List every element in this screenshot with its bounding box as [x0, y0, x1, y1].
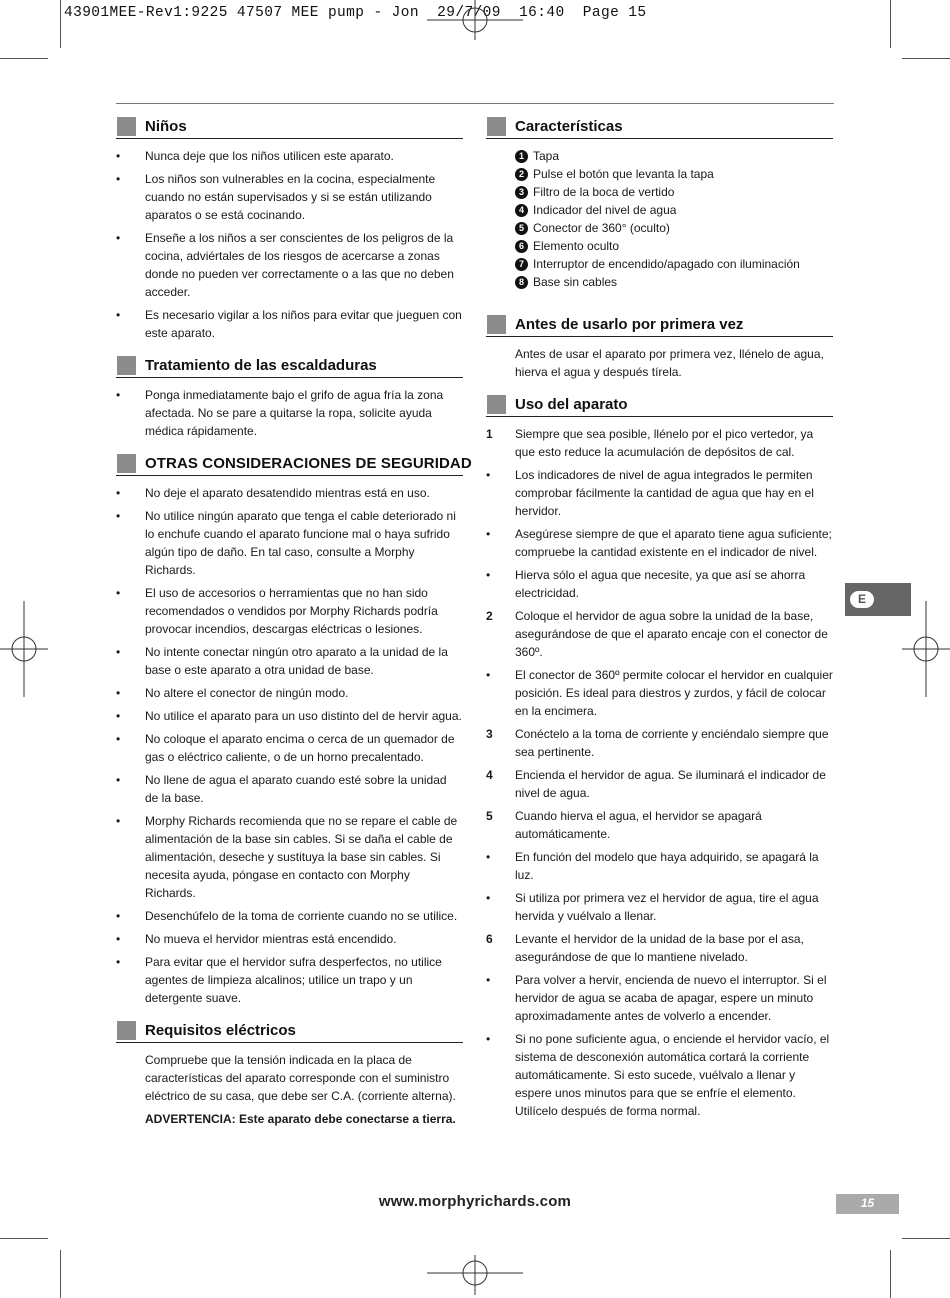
item-text: No utilice ningún aparato que tenga el cable deteriorado ni lo enchufe cuando el aparato funcione mal o haya sufrido algún tipo de daño. En tal caso, consulte a Morphy Richards.	[145, 509, 456, 577]
item-text: Hierva sólo el agua que necesite, ya que así se ahorra electricidad.	[515, 568, 806, 600]
page-number: 15	[860, 1196, 875, 1210]
crop-mark	[902, 58, 950, 59]
section-title: Niños	[145, 118, 187, 135]
list-item	[116, 930, 463, 948]
list-item	[116, 771, 463, 807]
item-text: Es necesario vigilar a los niños para evitar que jueguen con este aparato.	[145, 308, 462, 340]
item-text: Para evitar que el hervidor sufra desperfectos, no utilice agentes de limpieza alcalinos; utilice un trapo y un detergente suave.	[145, 955, 442, 1005]
feature-text: Interruptor de encendido/apagado con iluminación	[533, 257, 800, 271]
number-badge: 6	[515, 240, 528, 253]
list-item	[116, 953, 463, 1007]
step-marker: 4	[486, 768, 493, 782]
feature-item	[486, 201, 833, 219]
list-item	[116, 386, 463, 440]
item-text: No deje el aparato desatendido mientras está en uso.	[145, 486, 430, 500]
heading-square	[117, 454, 136, 473]
right-column	[486, 116, 833, 1125]
language-tab	[845, 583, 911, 616]
section-heading-seguridad	[116, 453, 472, 476]
bullet: •	[116, 231, 121, 245]
list-item	[116, 907, 463, 925]
bullet: •	[486, 1032, 491, 1046]
bullet: •	[116, 586, 121, 600]
crop-mark	[60, 0, 61, 48]
item-text: Desenchúfelo de la toma de corriente cuando no se utilice.	[145, 909, 458, 923]
bullet: •	[486, 891, 491, 905]
number-badge: 4	[515, 204, 528, 217]
step-marker: 3	[486, 727, 493, 741]
item-text: Siempre que sea posible, llénelo por el pico vertedor, ya que esto reduce la acumulación de depósitos de cal.	[515, 427, 814, 459]
feature-item	[486, 147, 833, 165]
registration-mark-top	[427, 0, 523, 40]
warning-text: ADVERTENCIA: Este aparato debe conectarse a tierra.	[145, 1112, 456, 1126]
registration-mark-left	[0, 601, 48, 697]
bullet: •	[116, 308, 121, 322]
paragraph: Antes de usar el aparato por primera vez, llénelo de agua, hierva el agua y después tírela.	[515, 347, 824, 379]
header-rule	[116, 103, 834, 104]
section-title: Requisitos eléctricos	[145, 1022, 296, 1039]
item-text: No llene de agua el aparato cuando esté sobre la unidad de la base.	[145, 773, 447, 805]
feature-text: Indicador del nivel de agua	[533, 203, 677, 217]
item-text: Si utiliza por primera vez el hervidor de agua, tire el agua hervida y vuélvalo a llenar.	[515, 891, 819, 923]
heading-square	[117, 1021, 136, 1040]
bullet: •	[116, 814, 121, 828]
number-badge: 2	[515, 168, 528, 181]
item-text: No altere el conector de ningún modo.	[145, 686, 349, 700]
item-text: En función del modelo que haya adquirido, se apagará la luz.	[515, 850, 819, 882]
list-item	[486, 971, 833, 1025]
crop-mark	[902, 1238, 950, 1239]
section-heading-ninos	[116, 116, 463, 139]
heading-square	[487, 315, 506, 334]
item-text: Cuando hierva el agua, el hervidor se apagará automáticamente.	[515, 809, 762, 841]
list-item	[486, 607, 833, 661]
item-text: Si no pone suficiente agua, o enciende el hervidor vacío, el sistema de desconexión automática cortará la corriente automáticamente. Si esto sucede, vuélvalo a llenar y espere unos minutos para que se enfríe el elemento. Utilícelo después de forma normal.	[515, 1032, 830, 1118]
list-item	[486, 848, 833, 884]
item-text: Los indicadores de nivel de agua integrados le permiten comprobar fácilmente la cantidad de agua que hay en el hervidor.	[515, 468, 814, 518]
feature-text: Filtro de la boca de vertido	[533, 185, 675, 199]
item-text: No coloque el aparato encima o cerca de un quemador de gas o eléctrico caliente, o de un horno precalentado.	[145, 732, 455, 764]
paragraph: Compruebe que la tensión indicada en la placa de características del aparato corresponde con el suministro eléctrico de su casa, que debe ser C.A. (corriente alterna).	[145, 1053, 456, 1103]
number-badge: 3	[515, 186, 528, 199]
language-tab-label: E	[850, 591, 874, 608]
section-title: Características	[515, 118, 623, 135]
crop-mark	[0, 1238, 48, 1239]
list-item	[116, 812, 463, 902]
list-item	[116, 507, 463, 579]
heading-square	[117, 117, 136, 136]
print-slug: 43901MEE-Rev1:9225 47507 MEE pump - Jon 29/7/09 16:40 Page 15	[64, 5, 647, 21]
list-item	[486, 807, 833, 843]
step-marker: 1	[486, 427, 493, 441]
bullet: •	[116, 486, 121, 500]
bullet: •	[116, 509, 121, 523]
bullet: •	[116, 686, 121, 700]
number-badge: 5	[515, 222, 528, 235]
bullet: •	[116, 709, 121, 723]
bullet: •	[116, 909, 121, 923]
list-item	[116, 229, 463, 301]
heading-square	[487, 117, 506, 136]
section-title: OTRAS CONSIDERACIONES DE SEGURIDAD	[145, 455, 472, 472]
item-text: El conector de 360º permite colocar el hervidor en cualquier posición. Es ideal para diestros y zurdos, y fácil de colocar en la encimera.	[515, 668, 833, 718]
step-marker: 5	[486, 809, 493, 823]
registration-mark-bottom	[427, 1255, 523, 1295]
step-marker: 2	[486, 609, 493, 623]
list-item	[116, 643, 463, 679]
number-badge: 7	[515, 258, 528, 271]
bullet: •	[116, 149, 121, 163]
number-badge: 8	[515, 276, 528, 289]
section-title: Tratamiento de las escaldaduras	[145, 357, 377, 374]
section-title: Antes de usarlo por primera vez	[515, 316, 744, 333]
feature-item	[486, 165, 833, 183]
item-text: Ponga inmediatamente bajo el grifo de agua fría la zona afectada. No se pare a quitarse la ropa, solicite ayuda médica rápidamente.	[145, 388, 444, 438]
bullet: •	[486, 568, 491, 582]
bullet: •	[116, 645, 121, 659]
bullet: •	[486, 850, 491, 864]
feature-text: Tapa	[533, 149, 560, 163]
left-column	[116, 116, 472, 1128]
bullet: •	[486, 527, 491, 541]
crop-mark	[0, 58, 48, 59]
list-item	[116, 684, 463, 702]
item-text: Asegúrese siempre de que el aparato tiene agua suficiente; compruebe la cantidad existente en el indicador de nivel.	[515, 527, 832, 559]
list-item	[486, 725, 833, 761]
item-text: Los niños son vulnerables en la cocina, especialmente cuando no están supervisados y si se están utilizando aparatos o se está cocinando.	[145, 172, 436, 222]
heading-square	[117, 356, 136, 375]
list-item	[116, 584, 463, 638]
list-item	[486, 425, 833, 461]
feature-item	[486, 255, 833, 273]
item-text: Encienda el hervidor de agua. Se iluminará el indicador de nivel de agua.	[515, 768, 826, 800]
list-item	[486, 525, 833, 561]
item-text: No intente conectar ningún otro aparato a la unidad de la base o este aparato a otra unidad de base.	[145, 645, 448, 677]
feature-item	[486, 237, 833, 255]
item-text: No mueva el hervidor mientras está encendido.	[145, 932, 397, 946]
crop-mark	[890, 1250, 891, 1298]
step-marker: 6	[486, 932, 493, 946]
list-item	[486, 930, 833, 966]
feature-text: Elemento oculto	[533, 239, 620, 253]
list-item	[116, 707, 463, 725]
item-text: No utilice el aparato para un uso distinto del de hervir agua.	[145, 709, 462, 723]
list-item	[486, 766, 833, 802]
section-heading-uso	[486, 394, 833, 417]
section-heading-antes	[486, 314, 833, 337]
page-number-tab	[836, 1194, 899, 1214]
bullet: •	[486, 668, 491, 682]
feature-text: Pulse el botón que levanta la tapa	[533, 167, 714, 181]
feature-text: Base sin cables	[533, 275, 618, 289]
list-item	[116, 484, 463, 502]
feature-item	[486, 183, 833, 201]
item-text: El uso de accesorios o herramientas que no han sido recomendados o vendidos por Morphy Richards podría provocar incendios, descargas eléctricas o lesiones.	[145, 586, 438, 636]
list-item	[486, 466, 833, 520]
bullet: •	[116, 932, 121, 946]
feature-item	[486, 219, 833, 237]
list-item	[486, 1030, 833, 1120]
item-text: Coloque el hervidor de agua sobre la unidad de la base, asegurándose de que el aparato encaje con el conector de 360º.	[515, 609, 828, 659]
list-item	[486, 566, 833, 602]
bullet: •	[486, 468, 491, 482]
bullet: •	[116, 955, 121, 969]
item-text: Nunca deje que los niños utilicen este aparato.	[145, 149, 394, 163]
item-text: Conéctelo a la toma de corriente y enciéndalo siempre que sea pertinente.	[515, 727, 829, 759]
section-heading-caracteristicas	[486, 116, 833, 139]
bullet: •	[486, 973, 491, 987]
bullet: •	[116, 172, 121, 186]
crop-mark	[60, 1250, 61, 1298]
list-item	[116, 306, 463, 342]
bullet: •	[116, 388, 121, 402]
footer-url: www.morphyrichards.com	[378, 1193, 572, 1210]
list-item	[116, 730, 463, 766]
list-item	[116, 170, 463, 224]
feature-item	[486, 273, 833, 291]
number-badge: 1	[515, 150, 528, 163]
item-text: Morphy Richards recomienda que no se repare el cable de alimentación de la base sin cables. Si se daña el cable de alimentación, deseche y sustituya la base sin cables. Si necesita ayuda, póngase en contacto con Morphy Richards.	[145, 814, 458, 900]
section-heading-requisitos	[116, 1020, 463, 1043]
crop-mark	[890, 0, 891, 48]
list-item	[116, 147, 463, 165]
list-item	[486, 666, 833, 720]
feature-text: Conector de 360° (oculto)	[533, 221, 670, 235]
item-text: Enseñe a los niños a ser conscientes de los peligros de la cocina, adviértales de los riesgos de acercarse a zonas donde no pueden ver correctamente o a las que no deben acceder.	[145, 231, 454, 299]
bullet: •	[116, 773, 121, 787]
heading-square	[487, 395, 506, 414]
item-text: Levante el hervidor de la unidad de la base por el asa, asegurándose de que lo mantiene nivelado.	[515, 932, 804, 964]
list-item	[486, 889, 833, 925]
item-text: Para volver a hervir, encienda de nuevo el interruptor. Si el hervidor de agua se acaba de apagar, espere un minuto aproximadamente antes de volverlo a encender.	[515, 973, 827, 1023]
bullet: •	[116, 732, 121, 746]
section-title: Uso del aparato	[515, 396, 628, 413]
section-heading-escaldaduras	[116, 355, 463, 378]
